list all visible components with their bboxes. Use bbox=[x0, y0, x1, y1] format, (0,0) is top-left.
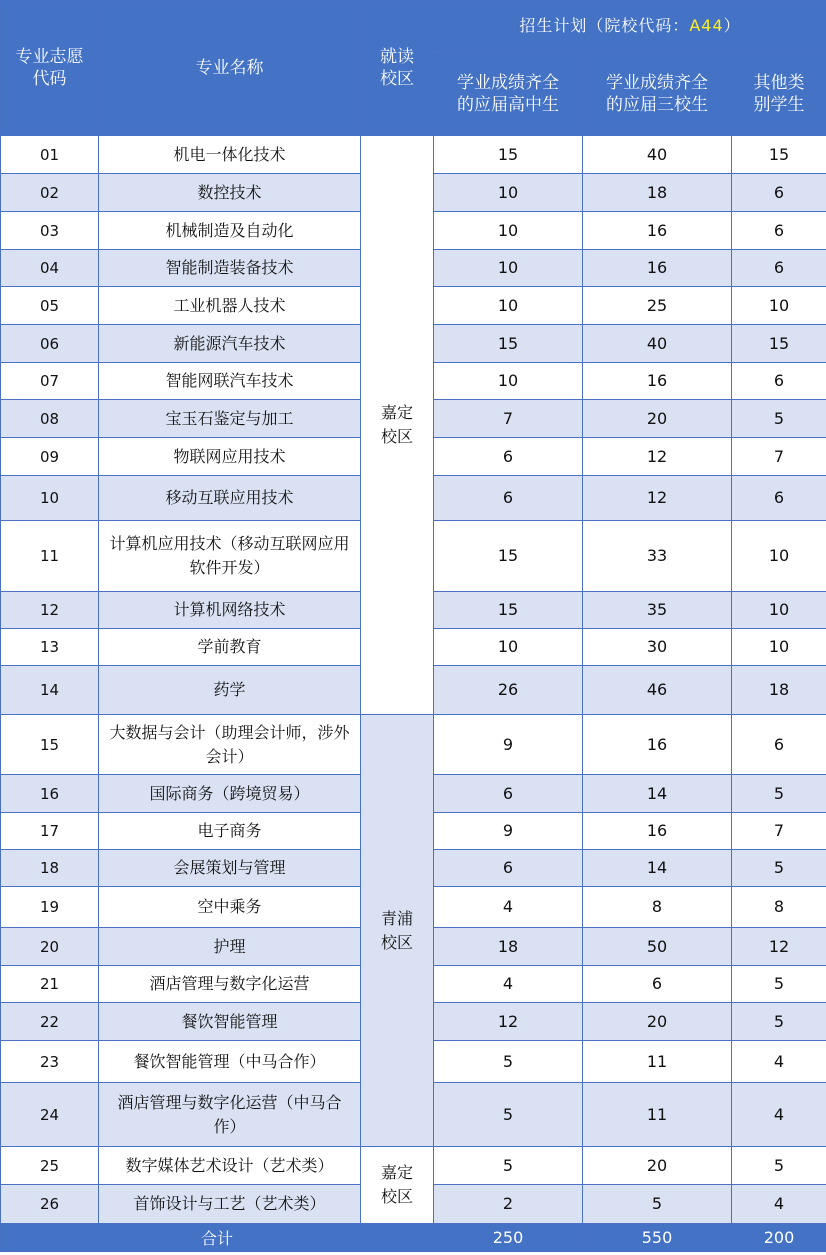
other-quota-cell: 18 bbox=[732, 666, 826, 715]
header-other-students: 其他类别学生 bbox=[732, 52, 826, 136]
major-name-cell: 宝玉石鉴定与加工 bbox=[99, 400, 361, 438]
major-code-cell: 02 bbox=[1, 174, 99, 212]
vocational-quota-cell: 50 bbox=[583, 928, 732, 966]
high-school-quota-cell: 5 bbox=[434, 1041, 583, 1083]
vocational-quota-cell: 20 bbox=[583, 400, 732, 438]
vocational-quota-cell: 16 bbox=[583, 813, 732, 850]
major-name-cell: 智能网联汽车技术 bbox=[99, 363, 361, 400]
header-campus: 就读校区 bbox=[361, 1, 434, 136]
header-vocational-grads: 学业成绩齐全的应届三校生 bbox=[583, 52, 732, 136]
high-school-quota-cell: 10 bbox=[434, 174, 583, 212]
vocational-quota-cell: 14 bbox=[583, 775, 732, 813]
high-school-quota-cell: 7 bbox=[434, 400, 583, 438]
high-school-quota-cell: 15 bbox=[434, 136, 583, 174]
major-name-cell: 物联网应用技术 bbox=[99, 438, 361, 476]
campus-cell: 嘉定校区 bbox=[361, 136, 434, 715]
campus-cell: 青浦校区 bbox=[361, 715, 434, 1147]
school-code: A44 bbox=[689, 16, 724, 35]
high-school-quota-cell: 10 bbox=[434, 287, 583, 325]
major-name-cell: 酒店管理与数字化运营（中马合作） bbox=[99, 1083, 361, 1147]
high-school-quota-cell: 10 bbox=[434, 363, 583, 400]
high-school-quota-cell: 15 bbox=[434, 592, 583, 629]
vocational-quota-cell: 16 bbox=[583, 212, 732, 250]
major-name-cell: 首饰设计与工艺（艺术类） bbox=[99, 1185, 361, 1224]
vocational-quota-cell: 35 bbox=[583, 592, 732, 629]
campus-cell: 嘉定校区 bbox=[361, 1147, 434, 1224]
major-name-cell: 数字媒体艺术设计（艺术类） bbox=[99, 1147, 361, 1185]
high-school-quota-cell: 10 bbox=[434, 250, 583, 287]
major-name-cell: 机械制造及自动化 bbox=[99, 212, 361, 250]
other-quota-cell: 10 bbox=[732, 629, 826, 666]
other-quota-cell: 4 bbox=[732, 1185, 826, 1224]
vocational-quota-cell: 40 bbox=[583, 325, 732, 363]
vocational-quota-cell: 46 bbox=[583, 666, 732, 715]
other-quota-cell: 4 bbox=[732, 1041, 826, 1083]
major-code-cell: 07 bbox=[1, 363, 99, 400]
major-code-cell: 18 bbox=[1, 850, 99, 887]
other-quota-cell: 6 bbox=[732, 250, 826, 287]
major-code-cell: 19 bbox=[1, 887, 99, 928]
high-school-quota-cell: 18 bbox=[434, 928, 583, 966]
major-name-cell: 电子商务 bbox=[99, 813, 361, 850]
other-quota-cell: 7 bbox=[732, 438, 826, 476]
major-name-cell: 学前教育 bbox=[99, 629, 361, 666]
other-quota-cell: 8 bbox=[732, 887, 826, 928]
other-quota-cell: 15 bbox=[732, 325, 826, 363]
major-name-cell: 移动互联应用技术 bbox=[99, 476, 361, 521]
high-school-quota-cell: 6 bbox=[434, 850, 583, 887]
major-code-cell: 16 bbox=[1, 775, 99, 813]
major-name-cell: 智能制造装备技术 bbox=[99, 250, 361, 287]
table-row bbox=[1, 136, 826, 174]
major-code-cell: 06 bbox=[1, 325, 99, 363]
other-quota-cell: 5 bbox=[732, 400, 826, 438]
high-school-quota-cell: 6 bbox=[434, 438, 583, 476]
major-code-cell: 21 bbox=[1, 966, 99, 1003]
major-name-cell: 数控技术 bbox=[99, 174, 361, 212]
other-quota-cell: 4 bbox=[732, 1083, 826, 1147]
vocational-quota-cell: 20 bbox=[583, 1003, 732, 1041]
header-major-code: 专业志愿代码 bbox=[1, 1, 99, 136]
table-row bbox=[1, 715, 826, 775]
header-major-name: 专业名称 bbox=[99, 1, 361, 136]
high-school-quota-cell: 26 bbox=[434, 666, 583, 715]
vocational-quota-cell: 16 bbox=[583, 715, 732, 775]
other-quota-cell: 5 bbox=[732, 1003, 826, 1041]
high-school-quota-cell: 15 bbox=[434, 521, 583, 592]
major-name-cell: 护理 bbox=[99, 928, 361, 966]
major-code-cell: 15 bbox=[1, 715, 99, 775]
other-quota-cell: 12 bbox=[732, 928, 826, 966]
major-code-cell: 26 bbox=[1, 1185, 99, 1224]
major-name-cell: 会展策划与管理 bbox=[99, 850, 361, 887]
major-code-cell: 01 bbox=[1, 136, 99, 174]
major-name-cell: 酒店管理与数字化运营 bbox=[99, 966, 361, 1003]
high-school-quota-cell: 15 bbox=[434, 325, 583, 363]
vocational-quota-cell: 40 bbox=[583, 136, 732, 174]
other-quota-cell: 5 bbox=[732, 850, 826, 887]
total-other: 200 bbox=[732, 1224, 826, 1252]
major-code-cell: 08 bbox=[1, 400, 99, 438]
major-code-cell: 24 bbox=[1, 1083, 99, 1147]
vocational-quota-cell: 11 bbox=[583, 1083, 732, 1147]
other-quota-cell: 6 bbox=[732, 363, 826, 400]
major-name-cell: 餐饮智能管理 bbox=[99, 1003, 361, 1041]
other-quota-cell: 6 bbox=[732, 476, 826, 521]
other-quota-cell: 6 bbox=[732, 715, 826, 775]
vocational-quota-cell: 30 bbox=[583, 629, 732, 666]
vocational-quota-cell: 16 bbox=[583, 363, 732, 400]
major-name-cell: 空中乘务 bbox=[99, 887, 361, 928]
major-code-cell: 04 bbox=[1, 250, 99, 287]
vocational-quota-cell: 5 bbox=[583, 1185, 732, 1224]
other-quota-cell: 10 bbox=[732, 521, 826, 592]
major-code-cell: 23 bbox=[1, 1041, 99, 1083]
high-school-quota-cell: 10 bbox=[434, 212, 583, 250]
high-school-quota-cell: 5 bbox=[434, 1147, 583, 1185]
major-name-cell: 工业机器人技术 bbox=[99, 287, 361, 325]
major-code-cell: 10 bbox=[1, 476, 99, 521]
major-name-cell: 药学 bbox=[99, 666, 361, 715]
other-quota-cell: 5 bbox=[732, 775, 826, 813]
major-code-cell: 25 bbox=[1, 1147, 99, 1185]
high-school-quota-cell: 4 bbox=[434, 966, 583, 1003]
major-code-cell: 13 bbox=[1, 629, 99, 666]
vocational-quota-cell: 6 bbox=[583, 966, 732, 1003]
vocational-quota-cell: 20 bbox=[583, 1147, 732, 1185]
major-code-cell: 09 bbox=[1, 438, 99, 476]
total-vocational: 550 bbox=[583, 1224, 732, 1252]
table-row bbox=[1, 1147, 826, 1185]
other-quota-cell: 6 bbox=[732, 174, 826, 212]
major-name-cell: 计算机网络技术 bbox=[99, 592, 361, 629]
high-school-quota-cell: 2 bbox=[434, 1185, 583, 1224]
other-quota-cell: 5 bbox=[732, 966, 826, 1003]
major-code-cell: 05 bbox=[1, 287, 99, 325]
total-high-school: 250 bbox=[434, 1224, 583, 1252]
major-name-cell: 新能源汽车技术 bbox=[99, 325, 361, 363]
high-school-quota-cell: 9 bbox=[434, 715, 583, 775]
other-quota-cell: 10 bbox=[732, 592, 826, 629]
other-quota-cell: 6 bbox=[732, 212, 826, 250]
vocational-quota-cell: 14 bbox=[583, 850, 732, 887]
other-quota-cell: 5 bbox=[732, 1147, 826, 1185]
major-name-cell: 计算机应用技术（移动互联网应用软件开发） bbox=[99, 521, 361, 592]
major-name-cell: 国际商务（跨境贸易） bbox=[99, 775, 361, 813]
other-quota-cell: 10 bbox=[732, 287, 826, 325]
other-quota-cell: 7 bbox=[732, 813, 826, 850]
high-school-quota-cell: 10 bbox=[434, 629, 583, 666]
vocational-quota-cell: 12 bbox=[583, 438, 732, 476]
high-school-quota-cell: 12 bbox=[434, 1003, 583, 1041]
major-code-cell: 03 bbox=[1, 212, 99, 250]
header-high-school-grads: 学业成绩齐全的应届高中生 bbox=[434, 52, 583, 136]
high-school-quota-cell: 4 bbox=[434, 887, 583, 928]
vocational-quota-cell: 18 bbox=[583, 174, 732, 212]
high-school-quota-cell: 9 bbox=[434, 813, 583, 850]
total-label: 合计 bbox=[1, 1224, 434, 1252]
major-code-cell: 12 bbox=[1, 592, 99, 629]
vocational-quota-cell: 25 bbox=[583, 287, 732, 325]
vocational-quota-cell: 8 bbox=[583, 887, 732, 928]
other-quota-cell: 15 bbox=[732, 136, 826, 174]
major-code-cell: 17 bbox=[1, 813, 99, 850]
high-school-quota-cell: 6 bbox=[434, 775, 583, 813]
vocational-quota-cell: 12 bbox=[583, 476, 732, 521]
major-code-cell: 20 bbox=[1, 928, 99, 966]
major-code-cell: 14 bbox=[1, 666, 99, 715]
major-name-cell: 机电一体化技术 bbox=[99, 136, 361, 174]
major-name-cell: 餐饮智能管理（中马合作） bbox=[99, 1041, 361, 1083]
major-code-cell: 22 bbox=[1, 1003, 99, 1041]
high-school-quota-cell: 6 bbox=[434, 476, 583, 521]
header-enrollment-plan: 招生计划（院校代码：A44） bbox=[434, 1, 826, 52]
vocational-quota-cell: 33 bbox=[583, 521, 732, 592]
major-name-cell: 大数据与会计（助理会计师，涉外会计） bbox=[99, 715, 361, 775]
high-school-quota-cell: 5 bbox=[434, 1083, 583, 1147]
vocational-quota-cell: 16 bbox=[583, 250, 732, 287]
major-code-cell: 11 bbox=[1, 521, 99, 592]
vocational-quota-cell: 11 bbox=[583, 1041, 732, 1083]
